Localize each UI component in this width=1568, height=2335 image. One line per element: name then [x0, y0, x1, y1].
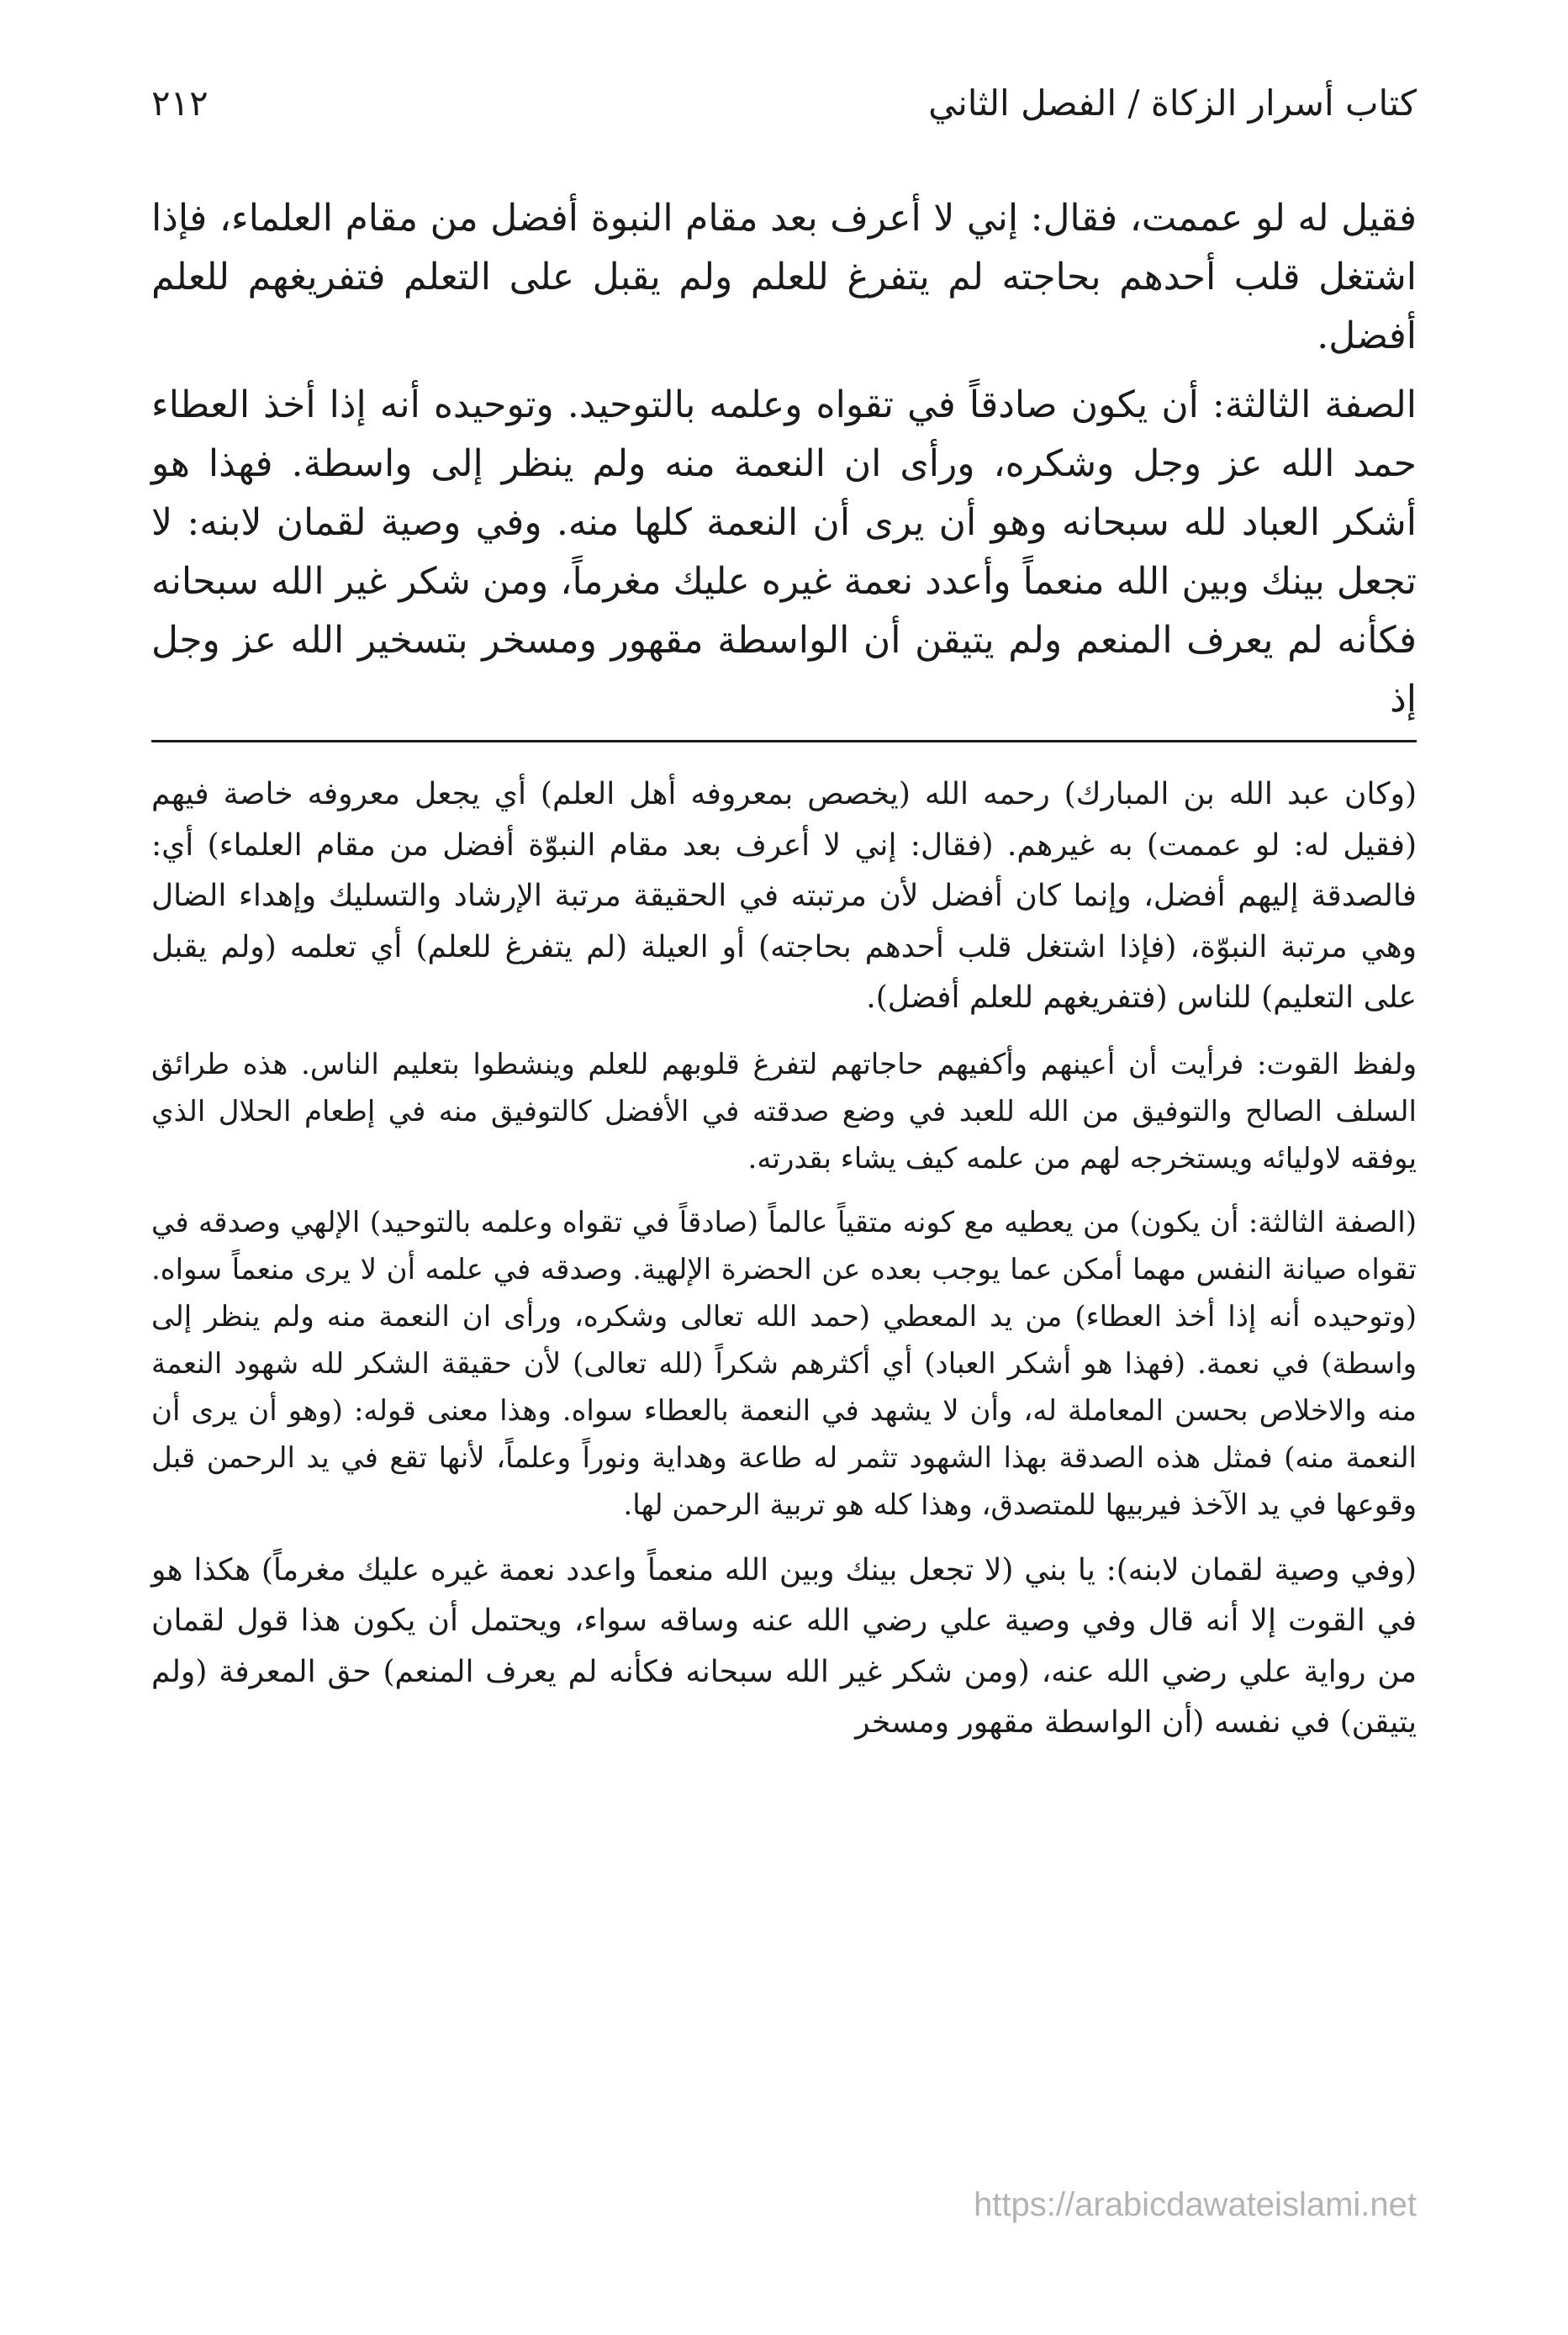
watermark: https://arabicdawateislami.net	[974, 2186, 1417, 2223]
section-divider	[151, 740, 1417, 742]
commentary-paragraph: (وفي وصية لقمان لابنه): يا بني (لا تجعل بينك وبين الله منعماً واعدد نعمة غيره عليك مغرماً) هكذا هو في القوت إلا أنه قال وفي وصية علي رضي الله عنه وساقه سواء، ويحتمل أن يكون هذا قول لقمان من رواية علي رضي الله عنه، (ومن شكر غير الله سبحانه فكأنه لم يعرف المنعم) حق المعرفة (ولم يتيقن) في نفسه (أن الواسطة مقهور ومسخر	[151, 1552, 1417, 1740]
main-paragraph: فقيل له لو عممت، فقال: إني لا أعرف بعد مقام النبوة أفضل من مقام العلماء، فإذا اشتغل قلب أحدهم بحاجته لم يتفرغ للعلم ولم يقبل على التعلم فتفريغهم للعلم أفضل.	[151, 197, 1417, 357]
page-header	[151, 82, 1417, 141]
commentary-text	[151, 769, 1417, 1766]
page-number: ٢١٢	[151, 82, 209, 124]
main-paragraph: الصفة الثالثة: أن يكون صادقاً في تقواه وعلمه بالتوحيد. وتوحيده أنه إذا أخذ العطاء حمد الله عز وجل وشكره، ورأى ان النعمة منه ولم ينظر إلى واسطة. فهذا هو أشكر العباد لله سبحانه وهو أن يرى أن النعمة كلها منه. وفي وصية لقمان لابنه: لا تجعل بينك وبين الله منعماً وأعدد نعمة غيره عليك مغرماً، ومن شكر غير الله سبحانه فكأنه لم يعرف المنعم ولم يتيقن أن الواسطة مقهور ومسخر بتسخير الله عز وجل إذ	[151, 383, 1417, 721]
commentary-paragraph: (وكان عبد الله بن المبارك) رحمه الله (يخصص بمعروفه أهل العلم) أي يجعل معروفه خاصة فيهم (فقيل له: لو عممت) به غيرهم. (فقال: إني لا أعرف بعد مقام النبوّة أفضل من مقام العلماء) أي: فالصدقة إليهم أفضل، وإنما كان أفضل لأن مرتبته في الحقيقة مرتبة الإرشاد والتسليك وإهداء الضال وهي مرتبة النبوّة، (فإذا اشتغل قلب أحدهم بحاجته) أو العيلة (لم يتفرغ للعلم) أي تعلمه (ولم يقبل على التعليم) للناس (فتفريغهم للعلم أفضل).	[151, 777, 1418, 1015]
commentary-paragraph: ولفظ القوت: فرأيت أن أعينهم وأكفيهم حاجاتهم لتفرغ قلوبهم للعلم وينشطوا بتعليم الناس. هذه طرائق السلف الصالح والتوفيق من الله للعبد في وضع صدقته في الأفضل كالتوفيق منه في إطعام الحلال الذي يوفقه لاوليائه ويستخرجه لهم من علمه كيف يشاء بقدرته.	[151, 1047, 1417, 1175]
commentary-paragraph: (الصفة الثالثة: أن يكون) من يعطيه مع كونه متقياً عالماً (صادقاً في تقواه وعلمه بالتوحيد) الإلهي وصدقه في تقواه صيانة النفس مهما أمكن عما يوجب بعده عن الحضرة الإلهية. وصدقه في علمه أن لا يرى منعماً سواه. (وتوحيده أنه إذا أخذ العطاء) من يد المعطي (حمد الله تعالى وشكره، ورأى ان النعمة منه ولم ينظر إلى واسطة) في نعمة. (فهذا هو أشكر العباد) أي أكثرهم شكراً (لله تعالى) لأن حقيقة الشكر لله شهود النعمة منه والاخلاص بحسن المعاملة له، وأن لا يشهد في النعمة بالعطاء سواه. وهذا معنى قوله: (وهو أن يرى أن النعمة منه) فمثل هذه الصدقة بهذا الشهود تثمر له طاعة وهداية ونوراً وعلماً، لأنها تقع في يد الرحمن قبل وقوعها في يد الآخذ فيربيها للمتصدق، وهذا كله هو تربية الرحمن لها.	[151, 1205, 1418, 1522]
main-text	[151, 189, 1417, 739]
running-title: كتاب أسرار الزكاة / الفصل الثاني	[928, 82, 1417, 124]
